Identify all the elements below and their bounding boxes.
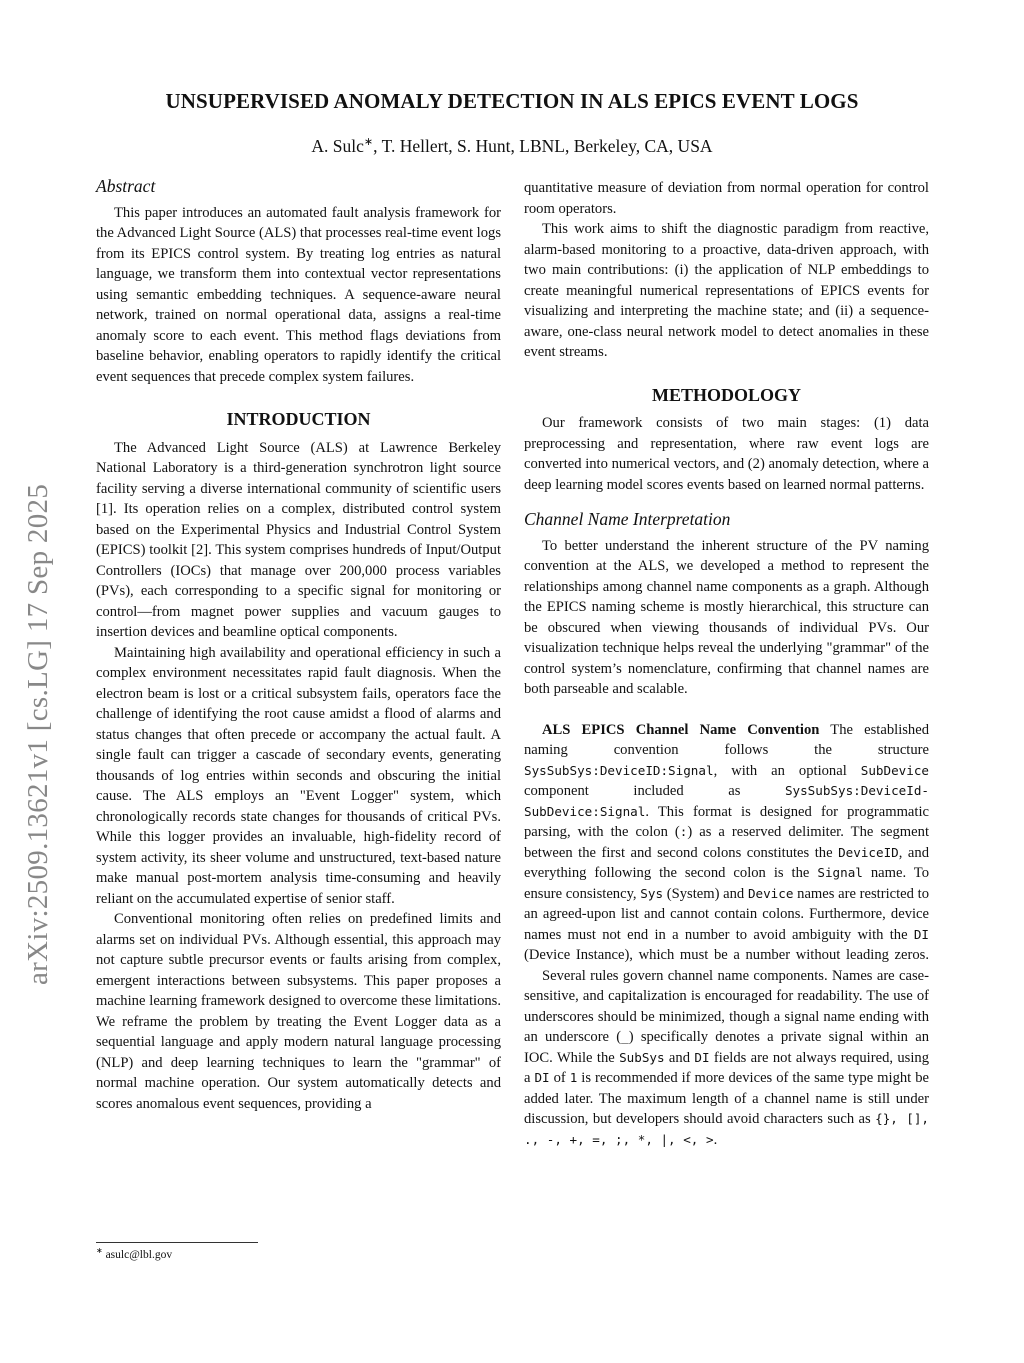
inline-code: Sys [640,885,664,901]
author-line [0,135,1024,157]
text-run: component included as [524,783,785,799]
introduction-heading: INTRODUCTION [226,409,371,429]
right-column [524,178,929,1150]
author-affiliation: , T. Hellert, S. Hunt, LBNL, Berkeley, CA, USA [373,135,713,156]
channel-name-heading: Channel Name Interpretation [524,509,731,529]
contributions-paragraph: This work aims to shift the diagnostic paradigm from reactive, alarm-based monitoring to a proactive, data-driven approach, with two main contributions: (i) the application of NLP embeddings to create meaningful numerical representations of EPICS events for visualizing and interpreting the machine state; and (ii) a sequence-aware, one-class neural network model to detect anomalies in these event streams. [524,221,929,360]
intro-paragraph: The Advanced Light Source (ALS) at Lawrence Berkeley National Laboratory is a third-generation synchrotron light source facility serving a diverse international community of scientific users [1]. Its operation relies on a complex, distributed control system based on the Experimental Physics and Industrial Control System (EPICS) toolkit [2]. This system comprises hundreds of Input/Output Controllers (IOCs) that manage over 200,000 process variables (PVs), each corresponding to a specific signal for monitoring or control—from magnet power supplies and vacuum gauges to insertion devices and beamline optical components. [96,439,501,640]
inline-code: SysSubSys:DeviceID:Signal [524,762,714,778]
inline-code: DI [534,1070,550,1085]
text-run: Several rules govern channel name components. Names are case-sensitive, and capitalization is encouraged for readability. The use of underscores should be minimized, though a signal name ending with an underscore ( [524,967,929,1045]
methodology-heading: METHODOLOGY [651,384,801,405]
text-run: ) specifically denotes a private signal within an IOC. While the [524,1029,929,1066]
inline-code: Device [747,885,794,901]
convention-section [524,720,929,1151]
text-run: of [549,1070,570,1086]
convention-rules-paragraph [524,966,929,1151]
text-run: , with an optional [713,762,861,779]
inline-code: DI [694,1049,710,1065]
convention-paragraph [524,720,929,966]
abstract-text: This paper introduces an automated fault analysis framework for the Advanced Light Source (ALS) that processes real-time event logs from its EPICS control system. By treating log entries as natural language, we transform them into contextual vector representations using semantic embedding techniques. A sequence-aware neural network, trained on normal operational data, assigns a real-time anomaly score to each event. This method flags deviations from baseline behavior, enabling operators to rapidly identify the critical event sequences that precede complex system failures. [96,204,501,385]
intro-paragraph: Conventional monitoring often relies on predefined limits and alarms set on individual PVs. Although essential, this approach may not capture subtle precursor events or faults arising from complex, emergent interactions between subsystems. This paper proposes a machine learning framework designed to overcome these limitations. We reframe the problem by treating the Event Logger data as a sequential language and apply modern natural language processing (NLP) and deep learning techniques to learn the "grammar" of normal machine operation. Our system automatically detects and scores anomalous event sequences, providing a [96,911,501,1112]
channel-name-paragraph: To better understand the inherent structure of the PV naming convention at the ALS, we developed a method to represent the relationships among channel name components as a graph. Although the EPICS naming scheme is mostly hierarchical, this structure can be obscured when viewing thousands of individual PVs. Our visualization technique helps reveal the underlying "grammar" of the control system’s nomenclature, confirming that channel names are both parseable and scalable. [524,537,929,697]
text-run: (Device Instance), which must be a number without leading zeros. [524,947,929,963]
inline-code: DeviceID [838,844,899,860]
abstract-heading: Abstract [96,176,156,196]
methodology-paragraph: Our framework consists of two main stages: (1) data preprocessing and representation, where raw event logs are converted into numerical vectors, and (2) anomaly detection, where a deep learning model scores events based on learned normal patterns. [524,415,929,493]
inline-code: SubDevice [860,762,929,778]
text-run: . [713,1131,718,1148]
author-names: A. Sulc [311,135,364,156]
text-run: names are restricted to an agreed-upon list and cannot contain colons. Furthermore, device names must not end in a number to avoid ambiguity with the [524,885,929,943]
text-run: The established naming convention follows the structure [524,721,929,758]
text-run: , and everything following the second colon is the [524,844,930,881]
text-run: is recommended if more devices of the same type might be added later. The maximum length of a channel name is still under discussion, but developers should avoid characters such as [524,1070,929,1127]
arxiv-stamp: arXiv:2509.13621v1 [cs.LG] 17 Sep 2025 [22,483,54,985]
convention-heading: ALS EPICS Channel Name Convention [542,721,820,738]
inline-code: {}, [], ., -, +, =, ;, *, |, <, > [524,1111,929,1147]
footnote-email: asulc@lbl.gov [105,1248,173,1261]
left-column [96,176,501,1114]
text-run: ) as a reserved delimiter. The segment between the first and second colons constitutes the [524,824,929,861]
footnote-mark: ∗ [363,136,374,148]
inline-code: DI [913,926,929,942]
paper-title: UNSUPERVISED ANOMALY DETECTION IN ALS EPICS EVENT LOGS [165,89,859,113]
inline-code: SysSubSys:DeviceId-SubDevice:Signal [524,783,929,819]
inline-code: : [679,824,688,839]
inline-code: SubSys [619,1049,665,1065]
intro-paragraph: Maintaining high availability and operational efficiency in such a complex environment necessitates rapid fault diagnosis. When the electron beam is lost or a critical subsystem fails, operators face the challenge of identifying the root cause amidst a flood of alarms and status changes that often precede or accompany the actual fault. A single fault can trigger a cascade of secondary events, generating thousands of log entries within seconds and obscuring the initial cause. The ALS employs an "Event Logger" system, which chronologically records state changes for thousands of critical PVs. While this logger provides an invaluable, high-fidelity record of system activity, its sheer volume and unstructured, text-based nature make manual post-mortem analysis time-consuming and heavily reliant on the accumulated expertise of senior staff. [96,644,501,907]
inline-code: 1 [569,1070,578,1085]
footnote-rule [96,1242,258,1243]
text-run: . This format is designed for programmatic parsing, with the colon ( [524,803,929,840]
inline-code: Signal [817,865,863,880]
text-run: (System) and [663,885,748,902]
intro-continuation: quantitative measure of deviation from normal operation for control room operators. [524,180,929,217]
footnote [96,1246,172,1261]
text-run: name. To ensure consistency, [524,865,929,902]
text-run: fields are not always required, using a [524,1049,929,1086]
text-run: and [664,1049,695,1066]
inline-code: _ [621,1029,629,1044]
footnote-mark: ∗ [96,1246,103,1255]
